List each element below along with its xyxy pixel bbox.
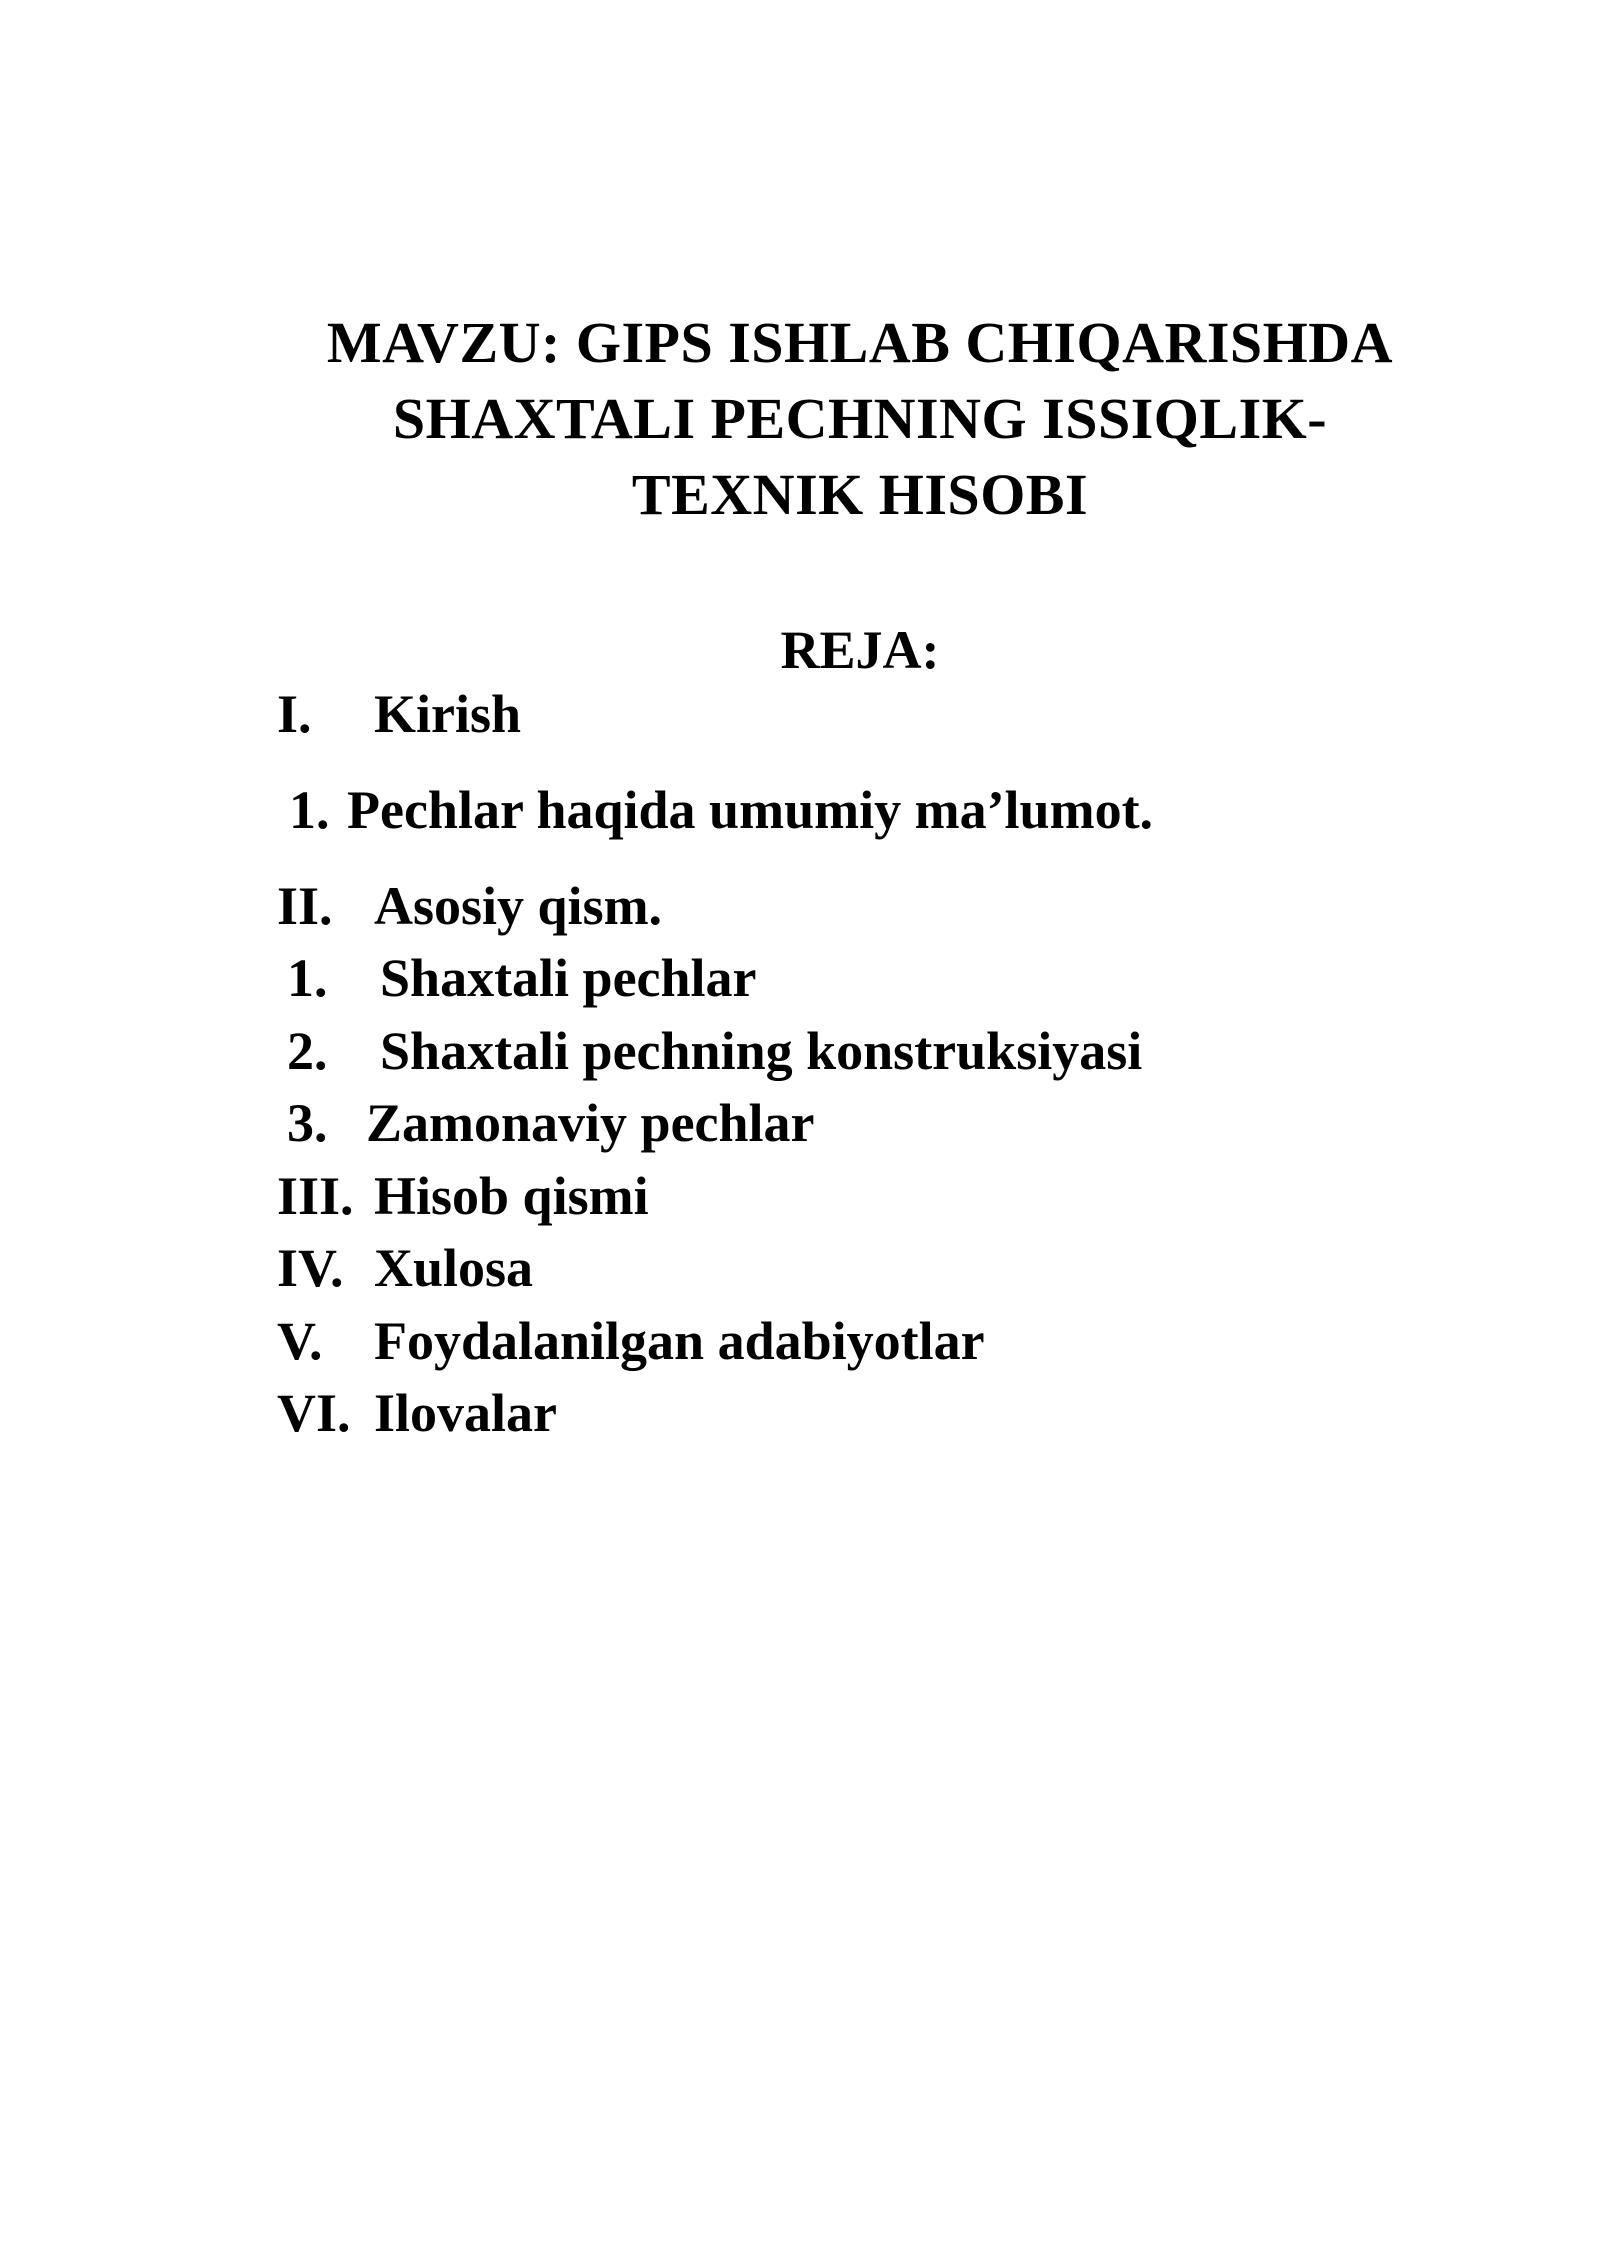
outline-number: 1. <box>289 780 330 840</box>
outline-text: Ilovalar <box>374 1383 557 1443</box>
outline-number: VI. <box>277 1383 351 1443</box>
outline-text: Xulosa <box>374 1238 534 1298</box>
title-line-1: MAVZU: GIPS ISHLAB CHIQARISHDA <box>326 310 1394 375</box>
outline-number: II. <box>277 876 333 936</box>
outline-text: Shaxtali pechlar <box>380 948 757 1008</box>
outline-number: V. <box>277 1311 323 1371</box>
document-title <box>220 305 1500 533</box>
outline-number: IV. <box>277 1238 344 1298</box>
outline-text: Zamonaviy pechlar <box>366 1093 815 1153</box>
outline-number: I. <box>277 684 312 744</box>
outline-number: 3. <box>287 1093 328 1153</box>
outline-text: Pechlar haqida umumiy ma’lumot. <box>347 780 1154 840</box>
outline-text: Asosiy qism. <box>374 876 663 936</box>
outline-text: Foydalanilgan adabiyotlar <box>374 1311 985 1371</box>
title-line-3: TEXNIK HISOBI <box>631 462 1089 527</box>
title-line-2: SHAXTALI PECHNING ISSIQLIK- <box>392 386 1328 451</box>
outline-number: III. <box>277 1166 354 1226</box>
outline-text: Shaxtali pechning konstruksiyasi <box>380 1021 1143 1081</box>
outline-text: Kirish <box>374 684 522 744</box>
outline-number: 1. <box>287 948 328 1008</box>
outline-text: Hisob qismi <box>374 1166 649 1226</box>
outline-number: 2. <box>287 1021 328 1081</box>
plan-heading: REJA: <box>780 620 940 680</box>
